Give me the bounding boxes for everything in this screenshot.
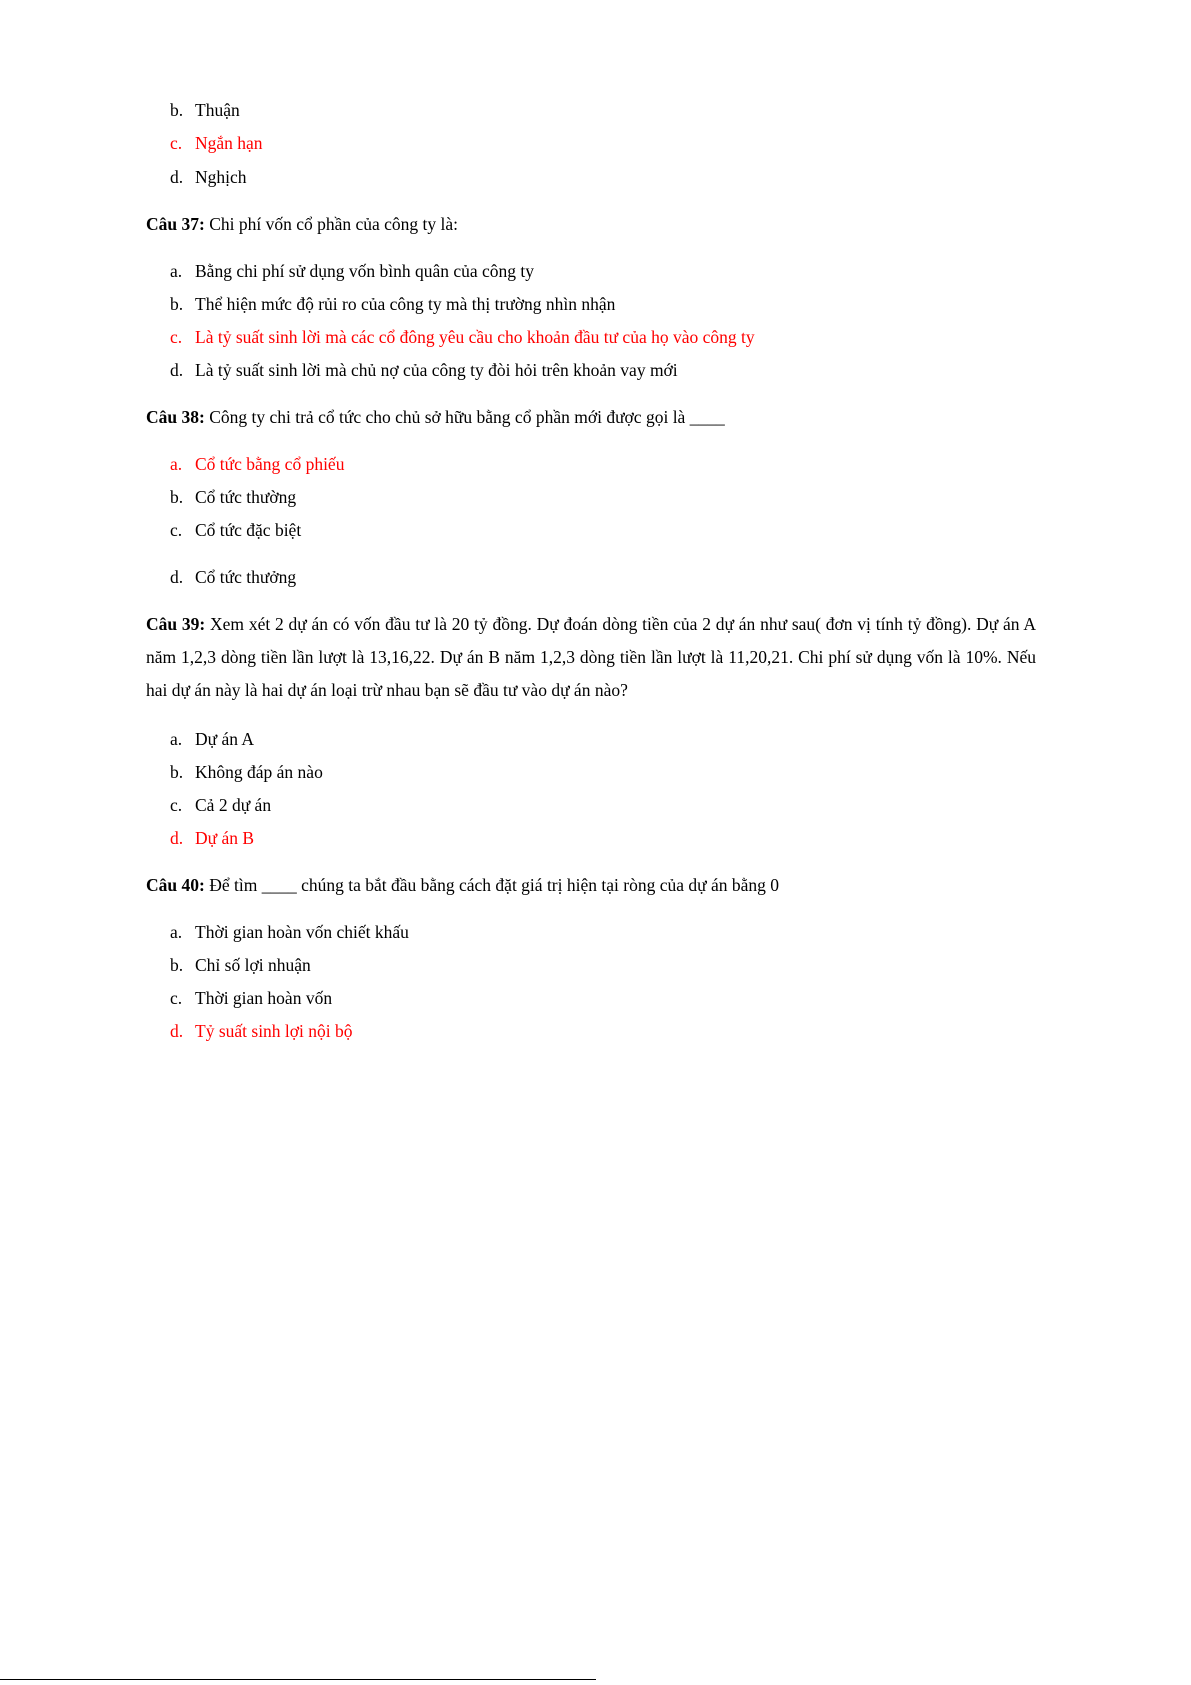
question-label: Câu 37: (146, 214, 205, 234)
option-39-b: b. Không đáp án nào (170, 762, 323, 782)
option-prev-d: d. Nghịch (170, 167, 247, 187)
option-38-b: b. Cổ tức thường (170, 487, 297, 507)
option-38-a-correct: a. Cổ tức bằng cổ phiếu (170, 454, 345, 474)
option-40-a: a. Thời gian hoàn vốn chiết khấu (170, 922, 409, 942)
option-38-d: d. Cổ tức thưởng (170, 567, 297, 587)
option-prev-b: b. Thuận (170, 100, 240, 120)
question-label: Câu 39: (146, 614, 206, 634)
option-prev-c-correct: c. Ngắn hạn (170, 133, 263, 153)
footer-divider (0, 1679, 596, 1680)
question-label: Câu 40: (146, 875, 205, 895)
option-37-b: b. Thể hiện mức độ rủi ro của công ty mà thị trường nhìn nhận (170, 294, 616, 314)
question-40: Câu 40: Để tìm ____ chúng ta bắt đầu bằng cách đặt giá trị hiện tại ròng của dự án bằng 0 (146, 875, 779, 895)
option-37-a: a. Bằng chi phí sử dụng vốn bình quân của công ty (170, 261, 535, 281)
option-40-d-correct: d. Tỷ suất sinh lợi nội bộ (170, 1021, 353, 1041)
question-39: Câu 39: Xem xét 2 dự án có vốn đầu tư là 20 tỷ đồng. Dự đoán dòng tiền của 2 dự án như sau( đơn vị tính tỷ đồng). Dự án A năm 1,2,3 dòng tiền lần lượt là 13,16,22. Dự án B năm 1,2,3 dòng tiền lần lượt là 11,20,21. Chi phí sử dụng vốn là 10%. Nếu hai dự án này là hai dự án loại trừ nhau bạn sẽ đầu tư vào dự án nào? (146, 614, 1036, 700)
option-40-c: c. Thời gian hoàn vốn (170, 988, 333, 1008)
option-37-d: d. Là tỷ suất sinh lời mà chủ nợ của công ty đòi hỏi trên khoản vay mới (170, 360, 678, 380)
question-37: Câu 37: Chi phí vốn cổ phần của công ty là: (146, 214, 459, 234)
question-label: Câu 38: (146, 407, 205, 427)
option-39-c: c. Cả 2 dự án (170, 795, 272, 815)
option-39-a: a. Dự án A (170, 729, 255, 749)
option-40-b: b. Chỉ số lợi nhuận (170, 955, 311, 975)
question-38: Câu 38: Công ty chi trả cổ tức cho chủ sở hữu bằng cổ phần mới được gọi là ____ (146, 407, 725, 427)
option-38-c: c. Cổ tức đặc biệt (170, 520, 302, 540)
option-37-c-correct: c. Là tỷ suất sinh lời mà các cổ đông yêu cầu cho khoản đầu tư của họ vào công ty (170, 327, 755, 347)
option-39-d-correct: d. Dự án B (170, 828, 255, 848)
